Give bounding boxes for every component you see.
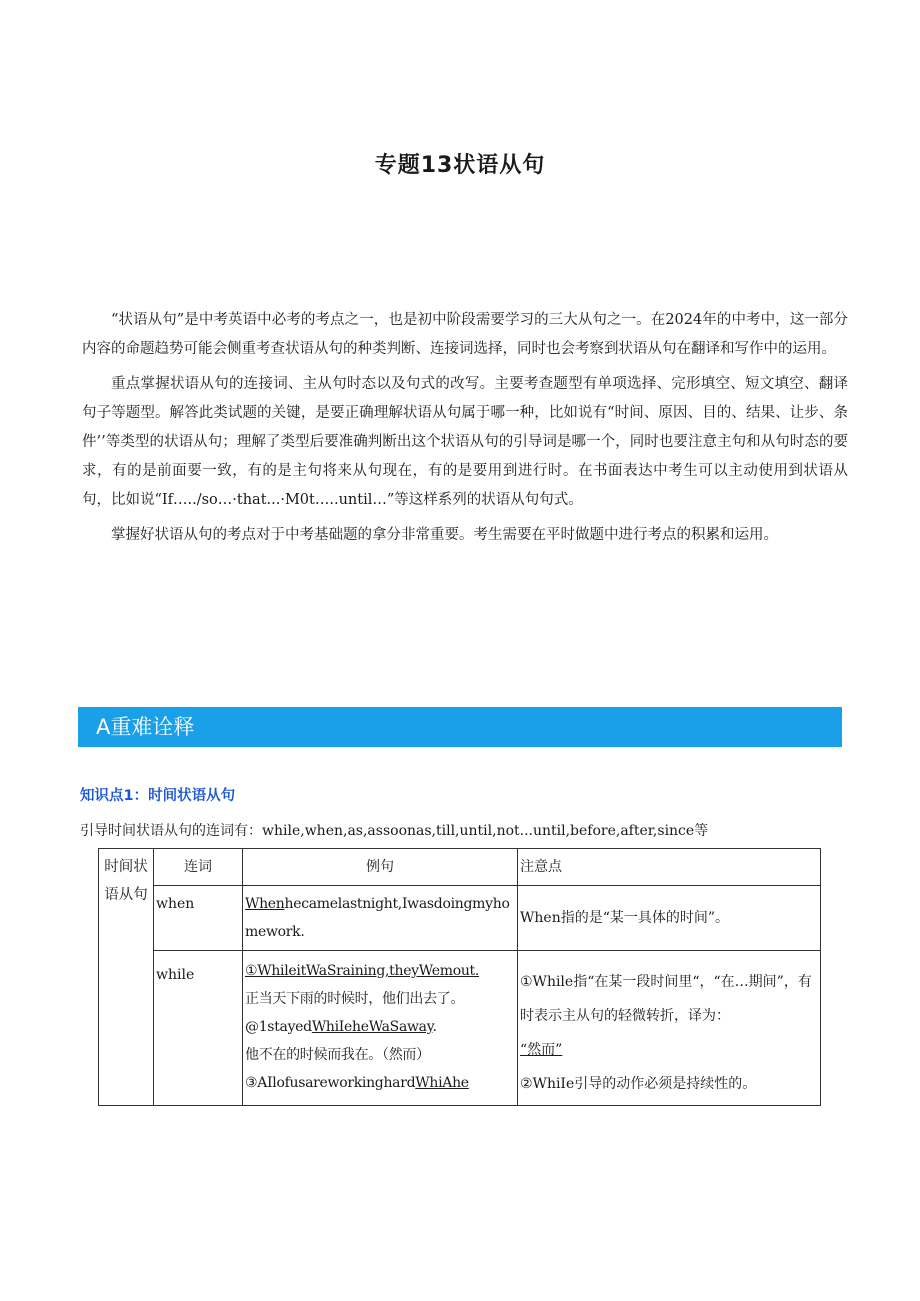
example-2-translation: 他不在的时候而我在。（然而）: [245, 1047, 430, 1063]
intro-paragraph-3: 掌握好状语从句的考点对于中考基础题的拿分非常重要。考生需要在平时做题中进行考点的积累和运用。: [111, 527, 778, 543]
example-3-prefix: ③AIlofusareworkinghard: [245, 1075, 416, 1091]
example-2: [245, 1013, 515, 1041]
example-3: [245, 1069, 515, 1097]
page-title: 专题13状语从句: [374, 153, 546, 178]
example-3-underlined: WhiAhe: [415, 1075, 469, 1091]
note-cell: [518, 951, 821, 1106]
intro-section: [82, 306, 848, 556]
note-1: ①While指“在某一段时间里“，“在…期间”，有时表示主从句的轻微转折，译为：: [520, 974, 812, 1024]
category-cell: 时间状语从句: [99, 849, 154, 1106]
header-example: 例句: [243, 849, 518, 886]
example-cell: [243, 951, 518, 1106]
connectives-line: 引导时间状语从句的连词有：while,when,as,assoonas,till,until,not...until,before,after,since等: [80, 823, 709, 839]
example-1: ①WhileitWaSraining,theyWemout.: [245, 963, 480, 979]
header-note: 注意点: [518, 849, 821, 886]
table-row: [99, 951, 821, 1106]
connective-cell: while: [154, 951, 243, 1106]
example-1-translation: 正当天下雨的时候时，他们出去了。: [245, 991, 465, 1007]
intro-paragraph-2: 重点掌握状语从句的连接词、主从句时态以及句式的改写。主要考查题型有单项选择、完形填空、短文填空、翻译句子等题型。解答此类试题的关键，是要正确理解状语从句属于哪一种，比如说有“时间、原因、目的、结果、让步、条件’’等类型的状语从句；理解了类型后要准确判断出这个状语从句的引导词是哪一个，同时也要注意主句和从句时态的要求，有的是前面要一致，有的是主句将来从句现在，有的是要用到进行时。在书面表达中考生可以主动使用到状语从句，比如说“If…../so…·that...·M0t…..until…”等这样系列的状语从句句式。: [82, 376, 848, 508]
example-2-prefix: @1stayed: [245, 1019, 312, 1035]
example-cell: [243, 886, 518, 951]
example-underlined: When: [245, 896, 285, 912]
note-cell: When指的是“某一具体的时间”。: [518, 886, 821, 951]
example-2-suffix: .: [432, 1019, 437, 1035]
note-1-underlined: “然而”: [520, 1042, 563, 1058]
header-connective: 连词: [154, 849, 243, 886]
note-2: ②WhiIe引导的动作必须是持续性的。: [520, 1076, 757, 1092]
intro-paragraph-1: “状语从句”是中考英语中必考的考点之一，也是初中阶段需要学习的三大从句之一。在2024年的中考中，这一部分内容的命题趋势可能会侧重考查状语从句的种类判断、连接词选择，同时也会考察到状语从句在翻译和写作中的运用。: [82, 312, 848, 357]
table-header-row: [99, 849, 821, 886]
time-clause-table: [98, 848, 821, 1106]
example-text: hecamelastnight,Iwasdoingmyhomework.: [245, 896, 510, 940]
table-row: [99, 886, 821, 951]
section-header-bar: A重难诠释: [78, 707, 842, 747]
example-2-underlined: WhiIeheWaSaway: [311, 1019, 433, 1035]
connective-cell: when: [154, 886, 243, 951]
knowledge-point-title: 知识点1：时间状语从句: [80, 788, 236, 804]
